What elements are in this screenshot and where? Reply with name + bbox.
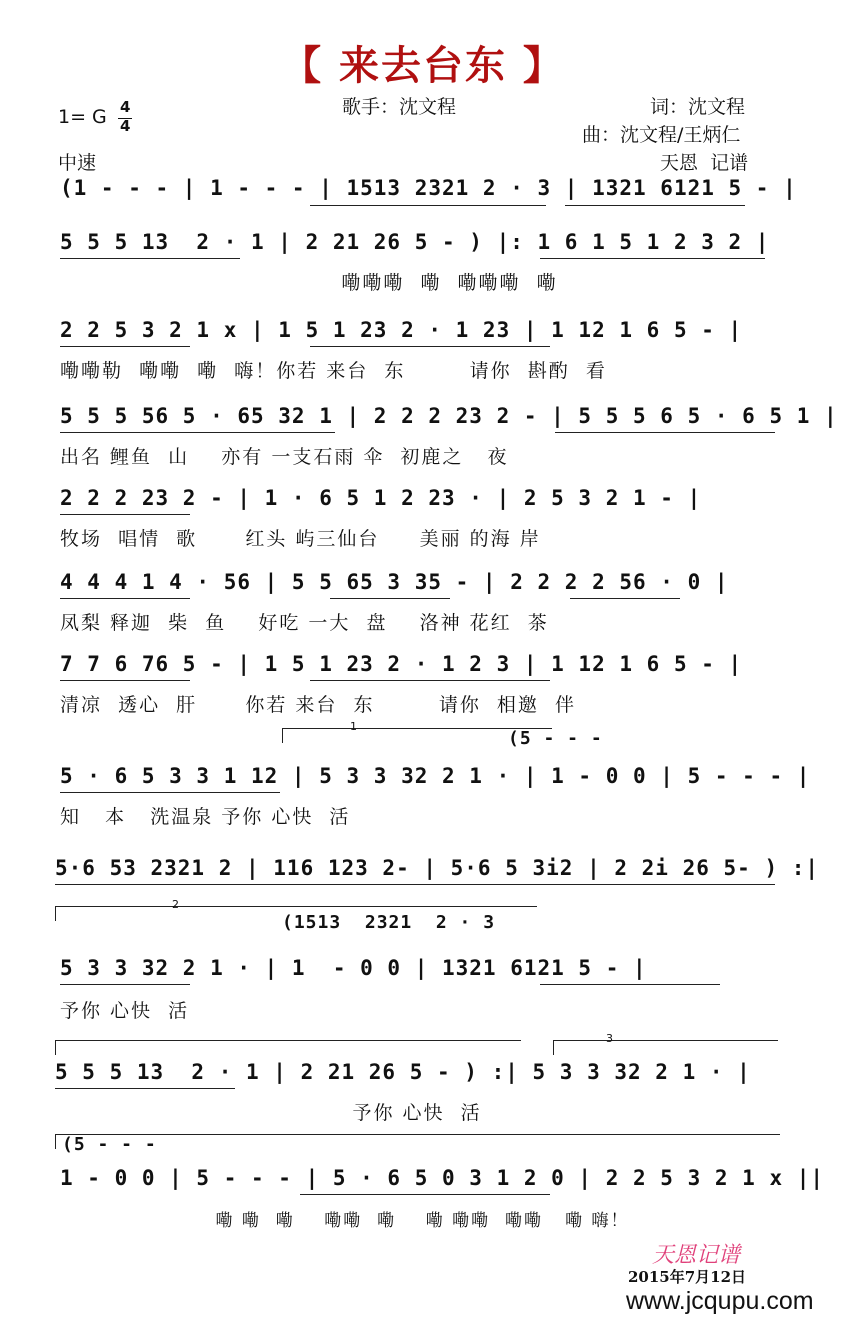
volta-label-1: 1 — [350, 720, 357, 733]
lyric-line-7: 清凉 透心 肝 你若 来台 东 请你 相邀 伴 — [60, 694, 576, 716]
transcriber-credit: 天恩 记谱 — [660, 152, 749, 174]
lyricist-credit: 词：沈文程 — [650, 96, 746, 118]
beam-line — [60, 792, 280, 793]
beam-line — [310, 346, 550, 347]
lyric-line-3: 嘞嘞勒 嘞嘞 嘞 嗨！你若 来台 东 请你 斟酌 看 — [60, 360, 607, 382]
score-line-8: 5 · 6 5 3 3 1 12 | 5 3 3 32 2 1 · | 1 - 0 0 | 5 - - - | — [60, 764, 811, 788]
lyric-line-10: 予你 心快 活 — [60, 1000, 190, 1022]
score-line-7: 7 7 6 76 5 - | 1 5 1 23 2 · 1 2 3 | 1 12 1 6 5 - | — [60, 652, 743, 676]
score-line-10: 5 3 3 32 2 1 · | 1 - 0 0 | 1321 6121 5 - | — [60, 956, 647, 980]
lyric-line-5: 牧场 唱情 歌 红头 屿三仙台 美丽 的海 岸 — [60, 528, 541, 550]
beam-line — [60, 514, 190, 515]
lyric-line-6: 凤梨 释迦 柴 鱼 好吃 一大 盘 洛神 花红 茶 — [60, 612, 549, 634]
score-line-2: 5 5 5 13 2 · 1 | 2 21 26 5 - ) |: 1 6 1 5 1 2 3 2 | — [60, 230, 770, 254]
beam-line — [330, 598, 450, 599]
lyric-line-8: 知 本 洗温泉 予你 心快 活 — [60, 806, 351, 828]
beam-line — [310, 205, 546, 206]
volta-intro-3: (5 - - - — [62, 1134, 157, 1155]
beam-line — [55, 1088, 235, 1089]
lyric-line-4: 出名 鲤鱼 山 亦有 一支石雨 伞 初鹿之 夜 — [60, 446, 509, 468]
website-watermark[interactable]: www.jcqupu.com — [626, 1287, 814, 1315]
beam-line — [60, 984, 190, 985]
lyric-line-12: 嘞 嘞 嘞 嘞嘞 嘞 嘞 嘞嘞 嘞嘞 嘞 嗨！ — [60, 1211, 630, 1231]
continuation-bracket — [55, 1134, 780, 1135]
key-signature: 1= G — [58, 106, 107, 128]
score-line-4: 5 5 5 56 5 · 65 32 1 | 2 2 2 23 2 - | 5 5 5 6 5 · 6 5 1 | — [60, 404, 838, 428]
lyric-line-11: 予你 心快 活 — [55, 1102, 482, 1124]
volta-bracket-3 — [553, 1040, 778, 1041]
score-line-6: 4 4 4 1 4 · 56 | 5 5 65 3 35 - | 2 2 2 2 56 · 0 | — [60, 570, 729, 594]
score-line-9: 5·6 53 2321 2 | 116 123 2- | 5·6 5 3i2 | 2 2i 26 5- ) :| — [55, 856, 820, 880]
beam-line — [565, 205, 745, 206]
score-line-1: (1 - - - | 1 - - - | 1513 2321 2 · 3 | 1321 6121 5 - | — [60, 176, 797, 200]
beam-line — [60, 680, 190, 681]
beam-line — [60, 258, 240, 259]
beam-line — [60, 598, 190, 599]
beam-line — [60, 432, 335, 433]
composer-credit: 曲：沈文程/王炳仁 — [582, 124, 741, 146]
score-line-3: 2 2 5 3 2 1 x | 1 5 1 23 2 · 1 23 | 1 12 1 6 5 - | — [60, 318, 743, 342]
score-line-11: 5 5 5 13 2 · 1 | 2 21 26 5 - ) :| 5 3 3 32 2 1 · | — [55, 1060, 751, 1084]
beam-bracket — [55, 1040, 521, 1041]
time-signature-bottom: 4 — [120, 117, 131, 135]
beam-line — [310, 680, 550, 681]
score-line-12: 1 - 0 0 | 5 - - - | 5 · 6 5 0 3 1 2 0 | 2 2 5 3 2 1 x || — [60, 1166, 825, 1190]
score-line-5: 2 2 2 23 2 - | 1 · 6 5 1 2 23 · | 2 5 3 2 1 - | — [60, 486, 702, 510]
beam-line — [55, 884, 775, 885]
volta-label-2: 2 — [172, 898, 179, 911]
volta-intro-2: (1513 2321 2 · 3 — [282, 912, 496, 933]
singer-credit: 歌手：沈文程 — [342, 96, 457, 118]
beam-line — [540, 984, 720, 985]
transcriber-stamp: 天恩记谱 — [652, 1243, 741, 1268]
time-signature-top: 4 — [120, 98, 131, 116]
transcription-date: 2015年7月12日 — [628, 1268, 747, 1286]
volta-bracket-2 — [55, 906, 537, 907]
lyric-line-2: 嘞嘞嘞 嘞 嘞嘞嘞 嘞 — [60, 272, 558, 294]
song-title: 【 来去台东 】 — [281, 43, 565, 89]
beam-line — [570, 598, 680, 599]
volta-intro-1: (5 - - - — [508, 728, 603, 749]
beam-line — [60, 346, 190, 347]
beam-line — [555, 432, 775, 433]
tempo-marking: 中速 — [58, 152, 97, 174]
beam-line — [540, 258, 765, 259]
volta-label-3: 3 — [606, 1032, 613, 1045]
beam-line — [300, 1194, 550, 1195]
